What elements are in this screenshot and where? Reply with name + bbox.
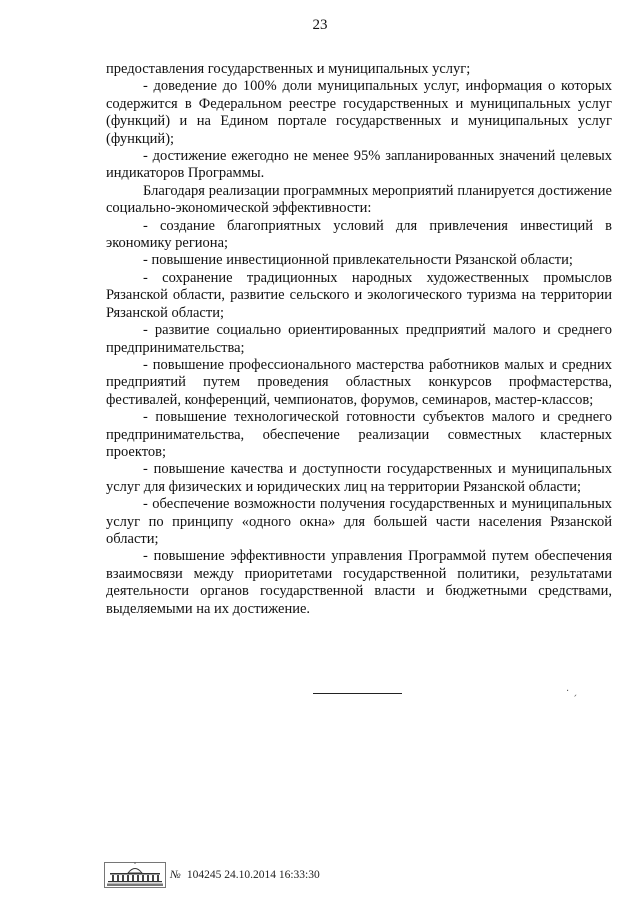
paragraph-12: - обеспечение возможности получения государственных и муниципальных услуг по принципу «одного окна» для большей части населения Рязанской области;: [106, 496, 612, 547]
paragraph-13: - повышение эффективности управления Программой путем обеспечения взаимосвязи между приоритетами государственной политики, результатами деятельности органов государственной власти и бюджетными средствами, выделяемыми на их достижение.: [106, 548, 612, 617]
paragraph-7: - сохранение традиционных народных художественных промыслов Рязанской области, развитие сельского и экологического туризма на территории Рязанской области;: [106, 269, 612, 321]
paragraph-4: Благодаря реализации программных мероприятий планируется достижение социально-экономической эффективности:: [106, 182, 612, 217]
document-body: [106, 61, 612, 618]
paragraph-5: - создание благоприятных условий для привлечения инвестиций в экономику региона;: [106, 217, 612, 252]
government-building-logo-icon: [104, 862, 166, 888]
scan-mark: · ˏ: [566, 686, 578, 697]
registration-number-and-date: 104245 24.10.2014 16:33:30: [186, 869, 320, 881]
number-sign: №: [170, 869, 181, 881]
end-of-text-rule: [313, 693, 402, 694]
paragraph-9: - повышение профессионального мастерства работников малых и средних предприятий путем проведения областных конкурсов профмастерства, фестивалей, конференций, чемпионатов, форумов, семинаров, мастер-классов;: [106, 356, 612, 408]
page-number: 23: [312, 17, 328, 33]
paragraph-8: - развитие социально ориентированных предприятий малого и среднего предпринимательства;: [106, 322, 612, 356]
document-registration-stamp: [170, 869, 320, 881]
paragraph-3: - достижение ежегодно не менее 95% запланированных значений целевых индикаторов Программы.: [106, 148, 612, 182]
paragraph-10: - повышение технологической готовности субъектов малого и среднего предпринимательства, обеспечение реализации совместных кластерных проектов;: [106, 409, 612, 460]
footer-stamp: [104, 862, 320, 888]
paragraph-2: - доведение до 100% доли муниципальных услуг, информация о которых содержится в Федеральном реестре государственных и муниципальных услуг (функций) и на Едином портале государственных и муниципальных услуг (функций);: [106, 78, 612, 147]
paragraph-11: - повышение качества и доступности государственных и муниципальных услуг для физических и юридических лиц на территории Рязанской области;: [106, 461, 612, 495]
paragraph-1: предоставления государственных и муниципальных услуг;: [106, 61, 471, 77]
paragraph-6: - повышение инвестиционной привлекательности Рязанской области;: [143, 252, 573, 269]
